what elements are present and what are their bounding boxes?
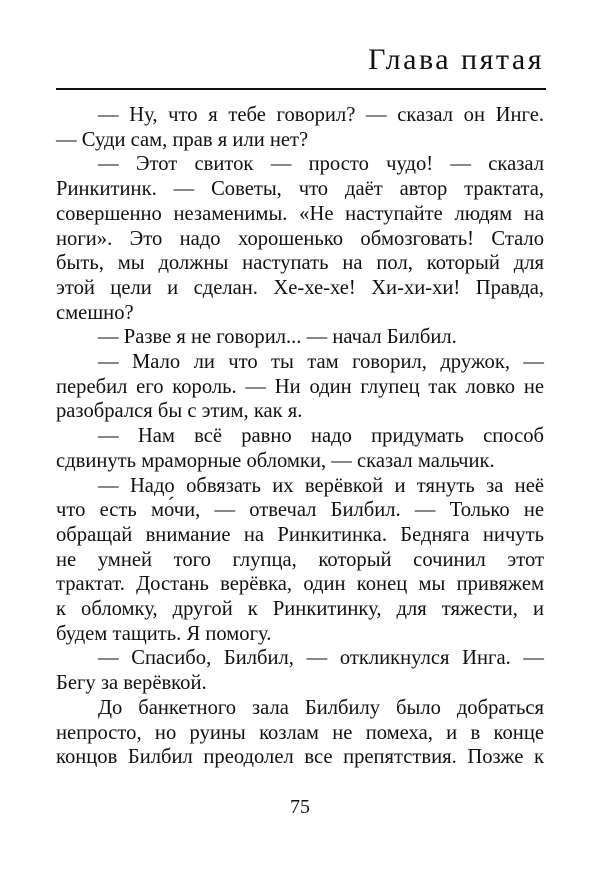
chapter-title: Глава пятая <box>368 43 544 76</box>
text-line: совершенно незаменимы. «Не наступайте людям на <box>56 202 544 225</box>
text-line: До банкетного зала Билбилу было добраться <box>98 696 544 719</box>
text-line: быть, мы должны наступать на пол, который для <box>56 252 544 275</box>
text-line: что есть мо́чи, — отвечал Билбил. — Только не <box>56 499 544 522</box>
header-divider <box>56 88 546 90</box>
text-line: к обломку, другой к Ринкитинку, для тяжести, и <box>56 598 544 621</box>
text-line: не умней того глупца, который сочинил этот <box>56 548 544 571</box>
text-line: — Надо обвязать их верёвкой и тянуть за неё <box>98 474 544 497</box>
text-line: — Этот свиток — просто чудо! — сказал <box>98 153 544 176</box>
text-line: — Спасибо, Билбил, — откликнулся Инга. — <box>98 647 544 670</box>
text-line: смешно? <box>56 301 134 324</box>
text-line: — Нам всё равно надо придумать способ <box>98 425 544 448</box>
text-line: разобрался бы с этим, как я. <box>56 400 303 423</box>
text-line: Ринкитинк. — Советы, что даёт автор трактата, <box>56 178 544 201</box>
text-line: обращай внимание на Ринкитинка. Бедняга ничуть <box>56 523 544 546</box>
text-line: — Разве я не говорил... — начал Билбил. <box>98 326 457 349</box>
text-line: этой цели и сделан. Хе-хе-хе! Хи-хи-хи! Правда, <box>56 276 544 299</box>
text-line: — Ну, что я тебе говорил? — сказал он Инге. <box>98 104 544 126</box>
text-line: трактат. Достань верёвка, один конец мы привяжем <box>56 573 544 596</box>
page-number: 75 <box>290 796 310 818</box>
text-line: концов Билбил преодолел все препятствия. Позже к <box>56 746 544 769</box>
text-line: будем тащить. Я помогу. <box>56 622 272 645</box>
text-line: — Мало ли что ты там говорил, дружок, — <box>98 351 544 374</box>
text-line: сдвинуть мраморные обломки, — сказал мальчик. <box>56 449 495 472</box>
text-line: — Суди сам, прав я или нет? <box>56 128 309 151</box>
body-text <box>56 103 544 770</box>
text-line: ноги». Это надо хорошенько обмозговать! Стало <box>56 227 544 250</box>
text-line: Бегу за верёвкой. <box>56 672 207 695</box>
text-line: непросто, но руины козлам не помеха, и в конце <box>56 721 544 744</box>
text-line: перебил его король. — Ни один глупец так ловко не <box>56 375 544 398</box>
